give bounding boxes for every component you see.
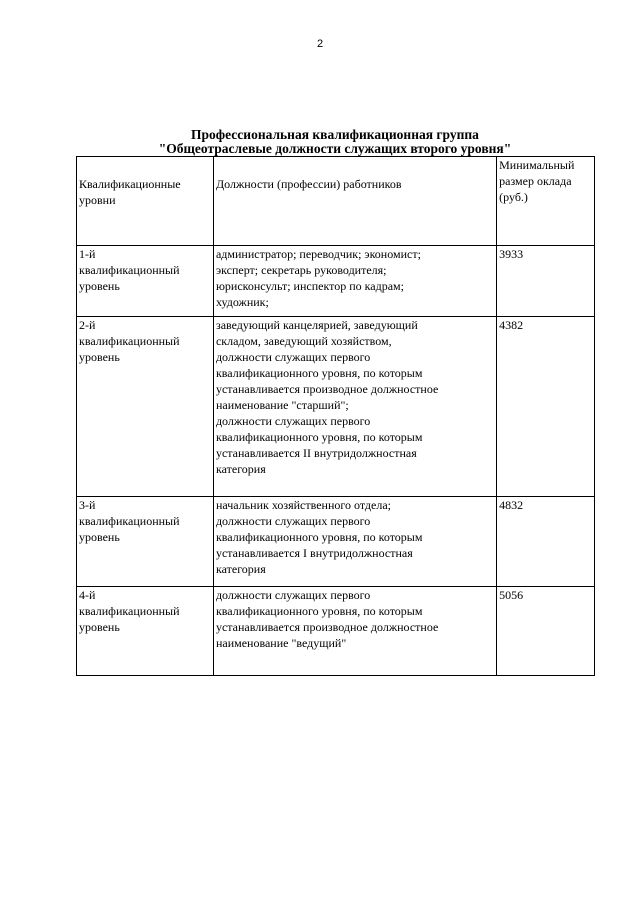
- header-salary-line: Минимальный: [499, 158, 575, 172]
- header-level: [77, 157, 214, 246]
- table-header-row: [77, 157, 595, 246]
- position-line: должности служащих первого: [215, 588, 371, 602]
- level-line: 3-й: [79, 498, 96, 512]
- positions-cell: [213, 317, 496, 497]
- header-salary-line: размер оклада: [499, 174, 572, 188]
- table-row: [77, 246, 595, 317]
- position-line: должности служащих первого: [215, 514, 371, 528]
- salary-cell: 4382: [497, 317, 595, 497]
- position-line: устанавливается производное должностное: [215, 620, 439, 634]
- position-line: администратор; переводчик; экономист;: [215, 247, 421, 261]
- level-line: квалификационный: [79, 514, 180, 528]
- position-line: квалификационного уровня, по которым: [215, 366, 423, 380]
- page-number: 2: [316, 38, 324, 50]
- level-cell: [77, 317, 214, 497]
- level-line: квалификационный: [79, 604, 180, 618]
- table-row: [77, 497, 595, 587]
- position-line: устанавливается производное должностное: [215, 382, 439, 396]
- salary-cell: 5056: [497, 587, 595, 676]
- level-line: квалификационный: [79, 263, 180, 277]
- position-line: начальник хозяйственного отдела;: [215, 498, 392, 512]
- position-line: должности служащих первого: [215, 350, 371, 364]
- level-cell: [77, 246, 214, 317]
- table-row: [77, 317, 595, 497]
- position-line: складом, заведующий хозяйством,: [215, 334, 392, 348]
- position-line: должности служащих первого: [215, 414, 371, 428]
- position-line: устанавливается I внутридолжностная: [215, 546, 413, 560]
- level-line: уровень: [79, 530, 120, 544]
- position-line: квалификационного уровня, по которым: [215, 430, 423, 444]
- position-line: квалификационного уровня, по которым: [215, 604, 423, 618]
- level-line: уровень: [79, 620, 120, 634]
- level-line: уровень: [79, 279, 120, 293]
- level-line: квалификационный: [79, 334, 180, 348]
- level-line: 2-й: [79, 318, 96, 332]
- position-line: заведующий канцелярией, заведующий: [215, 318, 418, 332]
- header-salary-line: (руб.): [499, 190, 528, 204]
- positions-cell: [213, 587, 496, 676]
- positions-cell: [213, 497, 496, 587]
- qualification-table: [76, 156, 595, 676]
- positions-cell: [213, 246, 496, 317]
- level-cell: [77, 587, 214, 676]
- position-line: юрисконсульт; инспектор по кадрам;: [215, 279, 404, 293]
- heading-line-2: "Общеотраслевые должности служащих второго уровня": [158, 141, 512, 156]
- level-line: 1-й: [79, 247, 96, 261]
- position-line: наименование "старший";: [215, 398, 349, 412]
- position-line: категория: [215, 462, 266, 476]
- position-line: квалификационного уровня, по которым: [215, 530, 423, 544]
- header-positions: [213, 157, 496, 246]
- position-line: устанавливается II внутридолжностная: [215, 446, 417, 460]
- position-line: наименование "ведущий": [215, 636, 347, 650]
- position-line: художник;: [215, 295, 269, 309]
- header-positions-line: Должности (профессии) работников: [215, 177, 402, 191]
- salary-cell: 3933: [497, 246, 595, 317]
- salary-cell: 4832: [497, 497, 595, 587]
- level-cell: [77, 497, 214, 587]
- header-salary: [497, 157, 595, 246]
- header-level-line: Квалификационные: [79, 177, 181, 191]
- position-line: эксперт; секретарь руководителя;: [215, 263, 387, 277]
- table-row: [77, 587, 595, 676]
- table-heading: [76, 128, 594, 156]
- heading-line-1: Профессиональная квалификационная группа: [191, 127, 479, 142]
- level-line: 4-й: [79, 588, 96, 602]
- level-line: уровень: [79, 350, 120, 364]
- header-level-line: уровни: [79, 193, 116, 207]
- position-line: категория: [215, 562, 266, 576]
